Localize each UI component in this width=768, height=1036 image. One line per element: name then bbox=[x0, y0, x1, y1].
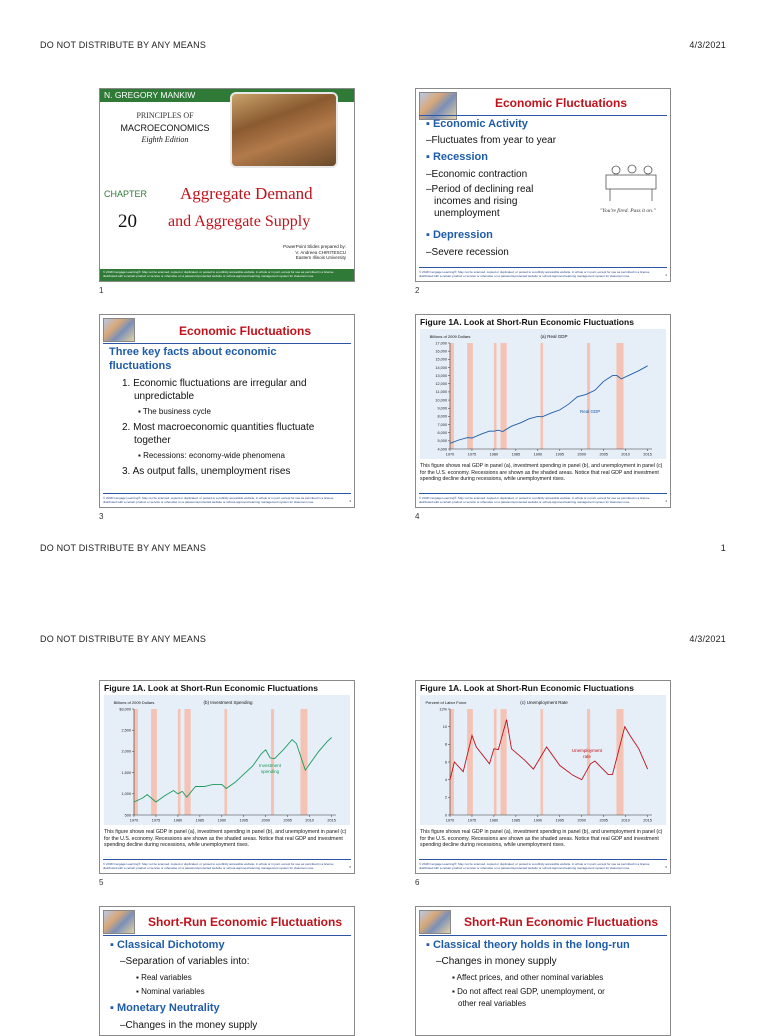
y-tick-label: 0 bbox=[444, 813, 447, 818]
bullet-economic-activity: ▪ Economic Activity bbox=[426, 118, 528, 130]
figure-title: Figure 1A. Look at Short-Run Economic Fluctuations bbox=[420, 317, 634, 327]
title-rule bbox=[419, 935, 667, 936]
recession-band bbox=[467, 343, 473, 449]
page1-footer-left: DO NOT DISTRIBUTE BY ANY MEANS bbox=[40, 543, 207, 553]
slide-3-title: Economic Fluctuations bbox=[178, 324, 311, 338]
y-tick-label: 11,000 bbox=[435, 390, 447, 395]
slide-5-copyright: © 2018 Cengage Learning®. May not be scanned, copied or duplicated, or posted to a publicly accessible website, in whole or in part, except for use as permitted in a license distributed with a certain product or service or otherwise on a password-protected website or school-approved learning management system for classroom use. bbox=[103, 862, 334, 870]
sub-bullet: –Period of declining real bbox=[426, 184, 534, 195]
title-rule bbox=[103, 343, 351, 344]
recession-band bbox=[224, 709, 227, 815]
x-tick-label: 1990 bbox=[533, 818, 543, 823]
slide-4[interactable] bbox=[415, 314, 671, 508]
x-tick-label: 2015 bbox=[643, 818, 652, 823]
x-tick-label: 2000 bbox=[577, 452, 586, 457]
slide-6-number: 6 bbox=[415, 878, 420, 887]
slide-4-inner-number: 4 bbox=[665, 499, 667, 503]
x-tick-label: 2015 bbox=[327, 818, 336, 823]
y-unit-label: Billions of 2009 Dollars bbox=[113, 700, 155, 705]
footer-rule bbox=[419, 267, 667, 268]
recession-band bbox=[178, 709, 181, 815]
recession-band bbox=[494, 709, 497, 815]
sub-bullet: –Severe recession bbox=[426, 247, 509, 258]
y-tick-label: 4 bbox=[444, 777, 447, 782]
recession-band bbox=[494, 343, 497, 449]
y-tick-label: 7,000 bbox=[437, 422, 447, 427]
figure-title: Figure 1A. Look at Short-Run Economic Fluctuations bbox=[420, 683, 634, 693]
slide-3-inner-number: 3 bbox=[349, 499, 351, 503]
title-line-2: and Aggregate Supply bbox=[168, 213, 311, 230]
slide-7[interactable] bbox=[99, 906, 355, 1036]
recession-band bbox=[501, 343, 507, 449]
recession-band bbox=[450, 709, 454, 815]
x-tick-label: 1995 bbox=[555, 818, 565, 823]
y-tick-label: 500 bbox=[124, 813, 131, 818]
x-tick-label: 2010 bbox=[621, 818, 630, 823]
series-label-2: spending bbox=[260, 769, 280, 774]
prepared-by bbox=[283, 244, 346, 261]
sub-bullet-cont: incomes and rising bbox=[434, 196, 518, 207]
page1-header-date: 4/3/2021 bbox=[689, 40, 726, 50]
recession-band bbox=[540, 343, 543, 449]
slide-2[interactable] bbox=[415, 88, 671, 282]
fact-2-cont: together bbox=[134, 435, 171, 446]
book-line-2: MACROECONOMICS bbox=[120, 123, 210, 133]
x-tick-label: 1995 bbox=[555, 452, 565, 457]
recession-band bbox=[467, 709, 473, 815]
y-tick-label: 2 bbox=[444, 795, 447, 800]
bullet-classical-dichotomy: ▪ Classical Dichotomy bbox=[110, 939, 225, 951]
cartoon-caption: "You're fired. Pass it on." bbox=[600, 208, 656, 214]
figure-caption: This figure shows real GDP in panel (a), investment spending in panel (b), and unemployment in panel (c) for the U.S. economy. Recessions are shown as the shaded areas. Notice that real GDP and investment spending decline during recessions, while unemployment rises. bbox=[420, 829, 663, 848]
panel-title: (c) Unemployment Rate bbox=[520, 700, 568, 705]
slide-1-number: 1 bbox=[99, 286, 104, 295]
unemployment-chart bbox=[420, 695, 666, 825]
slide-2-number: 2 bbox=[415, 286, 420, 295]
real-gdp-chart bbox=[420, 329, 666, 459]
recession-band bbox=[271, 709, 274, 815]
chapter-label: CHAPTER bbox=[104, 189, 148, 199]
sub-sub-label: Nominal variables bbox=[141, 987, 205, 996]
series-label: Real GDP bbox=[580, 409, 601, 414]
footer-rule bbox=[419, 859, 667, 860]
slide-1[interactable] bbox=[99, 88, 355, 282]
series-label: Unemployment bbox=[571, 748, 603, 753]
book-line-1: PRINCIPLES OF bbox=[136, 111, 194, 120]
y-tick-label: 16,000 bbox=[435, 349, 447, 354]
sub-sub-label: Affect prices, and other nominal variables bbox=[456, 973, 604, 982]
y-tick-label: 14,000 bbox=[435, 365, 447, 370]
x-tick-label: 1995 bbox=[239, 818, 249, 823]
fact-2: 2. Most macroeconomic quantities fluctuate bbox=[122, 422, 315, 433]
panel-title: (b) Investment Spending bbox=[203, 700, 253, 705]
bullet-label: Classical theory holds in the long-run bbox=[432, 939, 630, 951]
slide-header-image bbox=[103, 318, 135, 342]
x-tick-label: 1970 bbox=[129, 818, 139, 823]
y-tick-label: 10 bbox=[442, 724, 447, 729]
sub-sub-bullet: ▪ Real variables bbox=[136, 973, 192, 982]
fact-1-sub-label: The business cycle bbox=[142, 407, 211, 416]
x-tick-label: 1975 bbox=[151, 818, 161, 823]
page1-header-left: DO NOT DISTRIBUTE BY ANY MEANS bbox=[40, 40, 207, 50]
footer-rule bbox=[419, 493, 667, 494]
recession-band bbox=[540, 709, 543, 815]
slide-4-number: 4 bbox=[415, 512, 420, 521]
y-tick-label: 10,000 bbox=[435, 398, 447, 403]
cartoon-illustration bbox=[596, 161, 666, 206]
y-tick-label: 1,000 bbox=[121, 792, 131, 797]
book-line-3: Eighth Edition bbox=[141, 135, 189, 144]
author-bar: N. GREGORY MANKIW bbox=[100, 89, 355, 102]
chart-panel bbox=[104, 695, 350, 825]
y-tick-label: $3,000 bbox=[119, 707, 131, 712]
bullet-monetary-neutrality: ▪ Monetary Neutrality bbox=[110, 1002, 220, 1014]
panel-title: (a) Real GDP bbox=[540, 334, 568, 339]
recession-band bbox=[616, 709, 623, 815]
bullet-label: Economic Activity bbox=[432, 118, 528, 130]
y-unit-label: Billions of 2009 Dollars bbox=[429, 334, 471, 339]
page1-footer-page: 1 bbox=[720, 543, 726, 553]
footer-rule bbox=[103, 493, 351, 494]
recession-band bbox=[185, 709, 191, 815]
x-tick-label: 2010 bbox=[621, 452, 630, 457]
fact-1-sub: ▪ The business cycle bbox=[138, 407, 211, 416]
slide-3[interactable] bbox=[99, 314, 355, 508]
fact-1-cont: unpredictable bbox=[134, 391, 195, 402]
page2-header-date: 4/3/2021 bbox=[689, 634, 726, 644]
x-tick-label: 2015 bbox=[643, 452, 652, 457]
sub-bullet: –Fluctuates from year to year bbox=[426, 135, 557, 146]
sub-bullet: –Economic contraction bbox=[426, 169, 528, 180]
bullet-label: Classical Dichotomy bbox=[116, 939, 225, 951]
slide-6-inner-number: 6 bbox=[665, 865, 667, 869]
page2-header-left: DO NOT DISTRIBUTE BY ANY MEANS bbox=[40, 634, 207, 644]
y-tick-label: 6 bbox=[444, 760, 447, 765]
bullet-label: Monetary Neutrality bbox=[116, 1002, 220, 1014]
x-tick-label: 2005 bbox=[283, 818, 292, 823]
slide-3-copyright: © 2018 Cengage Learning®. May not be scanned, copied or duplicated, or posted to a publicly accessible website, in whole or in part, except for use as permitted in a license distributed with a certain product or service or otherwise on a password-protected website or school-approved learning management system for classroom use. bbox=[103, 496, 334, 504]
slide-5[interactable] bbox=[99, 680, 355, 874]
chart-panel bbox=[420, 695, 666, 825]
x-tick-label: 1975 bbox=[467, 452, 477, 457]
title-rule bbox=[419, 115, 667, 116]
slide-1-copyright: © 2018 Cengage Learning®. May not be scanned, copied or duplicated, or posted to a publicly accessible website, in whole or in part, except for use as permitted in a license distributed with a certain product or service or otherwise on a password-protected website or school-approved learning management system for classroom use. bbox=[103, 270, 334, 278]
recession-band bbox=[300, 709, 307, 815]
x-tick-label: 2000 bbox=[577, 818, 586, 823]
sub-sub-label: Do not affect real GDP, unemployment, or bbox=[457, 987, 605, 996]
sub-sub-bullet: ▪ Do not affect real GDP, unemployment, or bbox=[452, 987, 605, 996]
prepared-line-3: Eastern Illinois University bbox=[295, 255, 346, 260]
fact-2-sub-label: Recessions: economy-wide phenomena bbox=[143, 451, 285, 460]
slide-3-number: 3 bbox=[99, 512, 104, 521]
y-tick-label: 4,000 bbox=[437, 447, 447, 452]
recession-band bbox=[616, 343, 623, 449]
x-tick-label: 1975 bbox=[467, 818, 477, 823]
slide-8[interactable] bbox=[415, 906, 671, 1036]
y-tick-label: 2,000 bbox=[121, 749, 131, 754]
y-tick-label: 12% bbox=[439, 707, 447, 712]
bullet-depression: ▪ Depression bbox=[426, 229, 493, 241]
fact-2-sub: ▪ Recessions: economy-wide phenomena bbox=[138, 451, 285, 460]
sub-bullet: –Changes in the money supply bbox=[120, 1020, 258, 1031]
lead-line-1: Three key facts about economic bbox=[109, 346, 277, 358]
x-tick-label: 1980 bbox=[489, 818, 499, 823]
figure-title: Figure 1A. Look at Short-Run Economic Fluctuations bbox=[104, 683, 318, 693]
y-tick-label: 8 bbox=[444, 742, 447, 747]
bullet-classical-theory: ▪ Classical theory holds in the long-run bbox=[426, 939, 630, 951]
prepared-line-2: V. Andreea CHIRITESCU bbox=[295, 249, 346, 255]
y-tick-label: 13,000 bbox=[435, 373, 447, 378]
lead-line-2: fluctuations bbox=[109, 360, 172, 372]
chapter-number: 20 bbox=[118, 211, 137, 232]
y-tick-label: 2,500 bbox=[121, 728, 131, 733]
sub-bullet: –Changes in money supply bbox=[436, 956, 557, 967]
investment-chart bbox=[104, 695, 350, 825]
slide-6-copyright: © 2018 Cengage Learning®. May not be scanned, copied or duplicated, or posted to a publicly accessible website, in whole or in part, except for use as permitted in a license distributed with a certain product or service or otherwise on a password-protected website or school-approved learning management system for classroom use. bbox=[419, 862, 650, 870]
sub-bullet: –Separation of variables into: bbox=[120, 956, 250, 967]
y-tick-label: 15,000 bbox=[435, 357, 447, 362]
sub-bullet-cont: unemployment bbox=[434, 208, 500, 219]
x-tick-label: 1970 bbox=[445, 818, 455, 823]
y-tick-label: 9,000 bbox=[437, 406, 447, 411]
figure-caption: This figure shows real GDP in panel (a), investment spending in panel (b), and unemployment in panel (c) for the U.S. economy. Recessions are shown as the shaded areas. Notice that real GDP and investment spending decline during recessions, while unemployment rises. bbox=[104, 829, 347, 848]
slide-2-copyright: © 2018 Cengage Learning®. May not be scanned, copied or duplicated, or posted to a publicly accessible website, in whole or in part, except for use as permitted in a license distributed with a certain product or service or otherwise on a password-protected website or school-approved learning management system for classroom use. bbox=[419, 270, 650, 278]
slide-5-number: 5 bbox=[99, 878, 104, 887]
chart-panel bbox=[420, 329, 666, 459]
x-tick-label: 2005 bbox=[599, 818, 608, 823]
footer-rule bbox=[103, 859, 351, 860]
sub-sub-bullet: ▪ Affect prices, and other nominal variables bbox=[452, 973, 604, 982]
sub-sub-label: Real variables bbox=[141, 973, 192, 982]
recession-band bbox=[501, 709, 507, 815]
sub-sub-bullet: ▪ Nominal variables bbox=[136, 987, 205, 996]
x-tick-label: 1985 bbox=[511, 452, 521, 457]
recession-band bbox=[587, 709, 590, 815]
prepared-line-1: PowerPoint Slides prepared by: bbox=[282, 244, 346, 249]
slide-4-copyright: © 2018 Cengage Learning®. May not be scanned, copied or duplicated, or posted to a publicly accessible website, in whole or in part, except for use as permitted in a license distributed with a certain product or service or otherwise on a password-protected website or school-approved learning management system for classroom use. bbox=[419, 496, 650, 504]
fact-1: 1. Economic fluctuations are irregular and bbox=[122, 378, 307, 389]
cover-photo bbox=[230, 92, 338, 168]
x-tick-label: 2010 bbox=[305, 818, 314, 823]
recession-band bbox=[450, 343, 454, 449]
y-tick-label: 12,000 bbox=[435, 382, 447, 387]
y-tick-label: 8,000 bbox=[437, 414, 447, 419]
slide-7-title: Short-Run Economic Fluctuations bbox=[148, 915, 342, 929]
slide-header-image bbox=[103, 910, 135, 934]
x-tick-label: 1985 bbox=[511, 818, 521, 823]
figure-caption: This figure shows real GDP in panel (a), investment spending in panel (b), and unemployment in panel (c) for the U.S. economy. Recessions are shown as the shaded areas. Notice that real GDP and investment spending decline during recessions, while unemployment rises. bbox=[420, 463, 663, 482]
slide-2-inner-number: 2 bbox=[665, 273, 667, 277]
x-tick-label: 1980 bbox=[489, 452, 499, 457]
y-tick-label: 17,000 bbox=[435, 341, 447, 346]
slide-6[interactable] bbox=[415, 680, 671, 874]
bullet-recession: ▪ Recession bbox=[426, 151, 488, 163]
y-tick-label: 1,500 bbox=[121, 770, 131, 775]
title-line-1: Aggregate Demand bbox=[180, 184, 313, 203]
bullet-label: Recession bbox=[432, 151, 488, 163]
y-tick-label: 6,000 bbox=[437, 430, 447, 435]
fact-3: 3. As output falls, unemployment rises bbox=[122, 466, 291, 477]
x-tick-label: 1985 bbox=[195, 818, 205, 823]
slide-2-title: Economic Fluctuations bbox=[494, 96, 627, 110]
series-label-2: rate bbox=[583, 754, 591, 759]
x-tick-label: 2005 bbox=[599, 452, 608, 457]
series-label: Investment bbox=[258, 763, 282, 768]
y-unit-label: Percent of Labor Force bbox=[425, 700, 467, 705]
recession-band bbox=[134, 709, 138, 815]
sub-sub-bullet-cont: other real variables bbox=[458, 999, 527, 1008]
slide-8-title: Short-Run Economic Fluctuations bbox=[464, 915, 658, 929]
x-tick-label: 1990 bbox=[217, 818, 227, 823]
x-tick-label: 2000 bbox=[261, 818, 270, 823]
slide-5-inner-number: 5 bbox=[349, 865, 351, 869]
x-tick-label: 1980 bbox=[173, 818, 183, 823]
slide-header-image bbox=[419, 910, 451, 934]
recession-band bbox=[587, 343, 590, 449]
x-tick-label: 1990 bbox=[533, 452, 543, 457]
bullet-label: Depression bbox=[432, 229, 493, 241]
y-tick-label: 5,000 bbox=[437, 439, 447, 444]
title-rule bbox=[103, 935, 351, 936]
x-tick-label: 1970 bbox=[445, 452, 455, 457]
